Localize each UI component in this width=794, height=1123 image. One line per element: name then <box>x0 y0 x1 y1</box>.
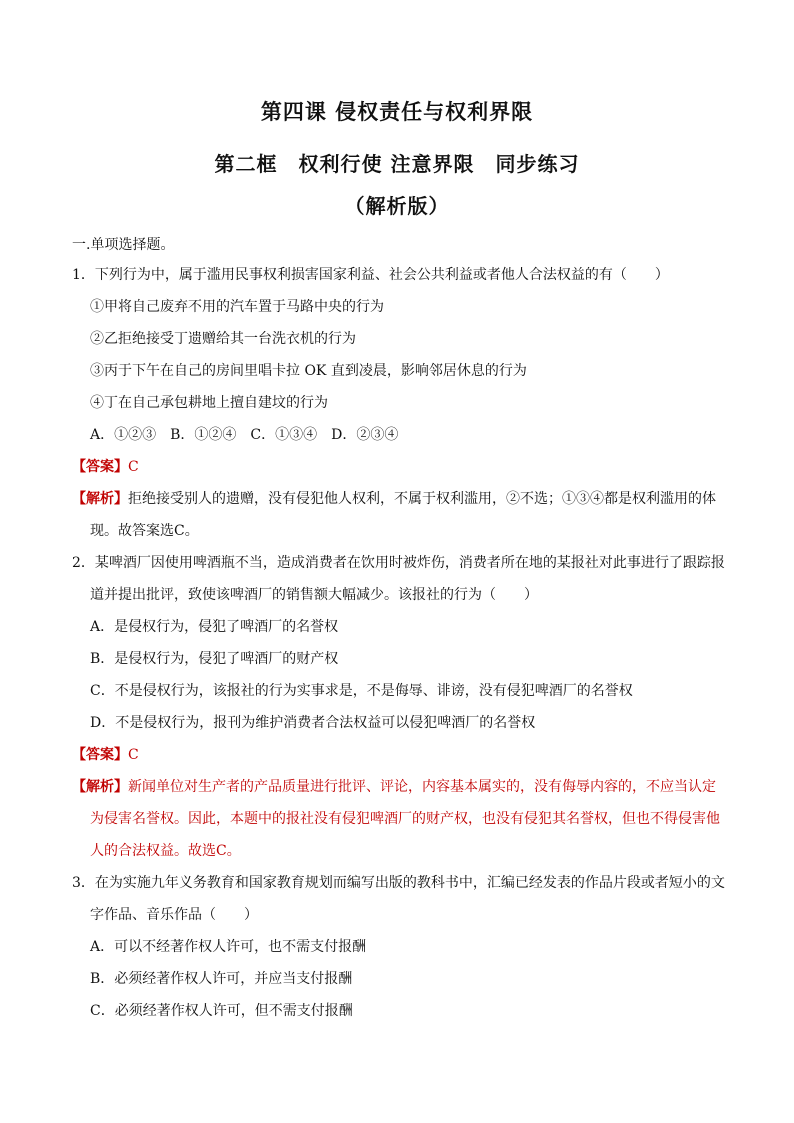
analysis-label: 【解析】 <box>72 491 128 507</box>
question-2-analysis-cont-2: 人的合法权益。故选C。 <box>90 843 241 859</box>
question-2-analysis-cont-1: 为侵害名誉权。因此，本题中的报社没有侵犯啤酒厂的财产权，也没有侵犯其名誉权，但也不得侵害他 <box>90 811 720 827</box>
question-2-answer <box>72 746 139 764</box>
answer-value: C <box>128 747 139 763</box>
question-2-stem-cont: 道并提出批评，致使该啤酒厂的销售额大幅减少。该报社的行为（ ） <box>90 587 538 603</box>
analysis-text: 新闻单位对生产者的产品质量进行批评、评论，内容基本属实的，没有侮辱内容的，不应当认定 <box>128 779 716 795</box>
question-2-stem: 2．某啤酒厂因使用啤酒瓶不当，造成消费者在饮用时被炸伤，消费者所在地的某报社对此事进行了跟踪报 <box>72 555 725 571</box>
analysis-label: 【解析】 <box>72 779 128 795</box>
question-1-answer <box>72 458 139 476</box>
question-3-option-a: A．可以不经著作权人许可，也不需支付报酬 <box>90 939 367 955</box>
answer-label: 【答案】 <box>72 459 128 475</box>
analysis-text: 拒绝接受别人的遗赠，没有侵犯他人权利，不属于权利滥用，②不选；①③④都是权利滥用的体 <box>128 491 716 507</box>
question-1-analysis-cont: 现。故答案选C。 <box>90 523 199 539</box>
question-1-item-4: ④丁在自己承包耕地上擅自建坟的行为 <box>90 395 328 411</box>
section-heading: 一.单项选择题。 <box>72 237 175 253</box>
question-3-stem: 3．在为实施九年义务教育和国家教育规划而编写出版的教科书中，汇编已经发表的作品片段或者短小的文 <box>72 875 725 891</box>
question-3-option-c: C．必须经著作权人许可，但不需支付报酬 <box>90 1003 353 1019</box>
question-1-item-2: ②乙拒绝接受丁遗赠给其一台洗衣机的行为 <box>90 331 356 347</box>
answer-value: C <box>128 459 139 475</box>
edition-label: （解析版） <box>344 194 450 218</box>
question-2-option-a: A．是侵权行为，侵犯了啤酒厂的名誉权 <box>90 619 339 635</box>
question-2-option-b: B．是侵权行为，侵犯了啤酒厂的财产权 <box>90 651 339 667</box>
question-2-option-d: D．不是侵权行为，报刊为维护消费者合法权益可以侵犯啤酒厂的名誉权 <box>90 715 536 731</box>
question-3-option-b: B．必须经著作权人许可，并应当支付报酬 <box>90 971 353 987</box>
question-1-analysis <box>72 490 716 508</box>
question-1-item-3: ③丙于下午在自己的房间里唱卡拉 OK 直到凌晨，影响邻居休息的行为 <box>90 363 527 379</box>
answer-label: 【答案】 <box>72 747 128 763</box>
section-title: 第二框 权利行使 注意界限 同步练习 <box>214 152 580 176</box>
question-3-stem-cont: 字作品、音乐作品（ ） <box>90 907 258 923</box>
lesson-title: 第四课 侵权责任与权利界限 <box>260 99 534 124</box>
question-2-option-c: C．不是侵权行为，该报社的行为实事求是，不是侮辱、诽谤，没有侵犯啤酒厂的名誉权 <box>90 683 633 699</box>
question-1-stem: 1．下列行为中，属于滥用民事权利损害国家利益、社会公共利益或者他人合法权益的有（ ） <box>72 267 669 283</box>
question-2-analysis <box>72 778 716 796</box>
question-1-item-1: ①甲将自己废弃不用的汽车置于马路中央的行为 <box>90 299 384 315</box>
question-1-options: A．①②③ B．①②④ C．①③④ D．②③④ <box>90 427 399 443</box>
